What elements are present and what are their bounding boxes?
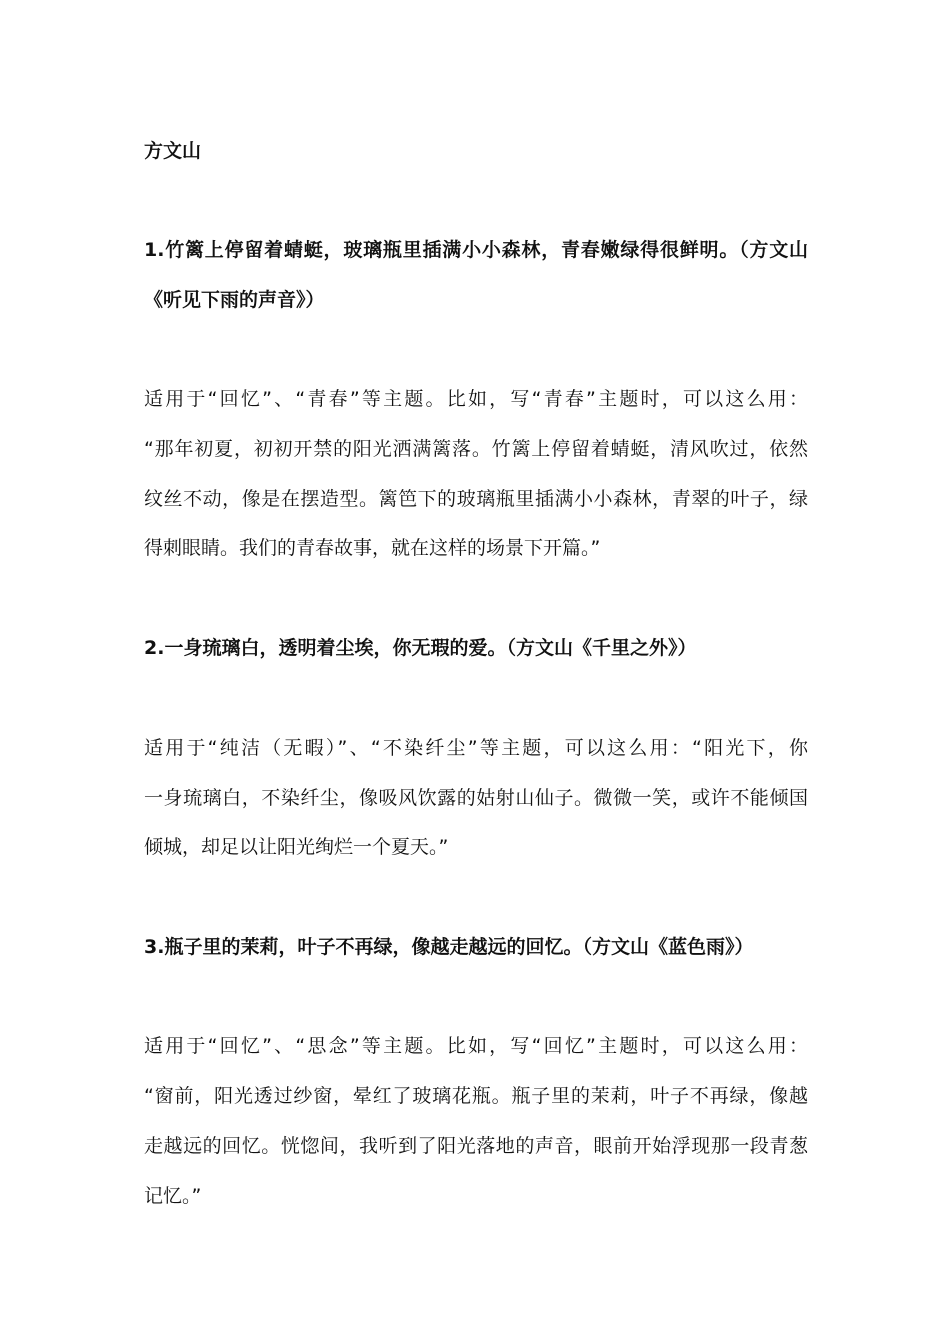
usage-1-line-4: 得刺眼睛。我们的青春故事，就在这样的场景下开篇。” xyxy=(144,537,601,559)
quote-2-line-1: 2.一身琉璃白，透明着尘埃，你无瑕的爱。（方文山《千里之外》） xyxy=(144,637,697,659)
usage-2-line-2: 一身琉璃白，不染纤尘，像吸风饮露的姑射山仙子。微微一笑，或许不能倾国 xyxy=(144,787,808,809)
usage-2-line-3: 倾城，却足以让阳光绚烂一个夏天。” xyxy=(144,836,449,858)
usage-2-line-1: 适用于“纯洁（无暇）”、“不染纤尘”等主题，可以这么用：“阳光下，你 xyxy=(144,737,808,759)
usage-3-line-1: 适用于“回忆”、“思念”等主题。比如，写“回忆”主题时，可以这么用： xyxy=(144,1035,808,1057)
usage-1-line-2: “那年初夏，初初开禁的阳光洒满篱落。竹篱上停留着蜻蜓，清风吹过，依然 xyxy=(144,438,808,460)
quote-1-line-2: 《听见下雨的声音》） xyxy=(144,289,325,311)
usage-1-line-3: 纹丝不动，像是在摆造型。篱笆下的玻璃瓶里插满小小森林，青翠的叶子，绿 xyxy=(144,488,808,510)
author-heading: 方文山 xyxy=(144,140,202,162)
usage-3-line-3: 走越远的回忆。恍惚间，我听到了阳光落地的声音，眼前开始浮现那一段青葱 xyxy=(144,1135,808,1157)
usage-1-line-1: 适用于“回忆”、“青春”等主题。比如，写“青春”主题时，可以这么用： xyxy=(144,388,808,410)
usage-3-line-4: 记忆。” xyxy=(144,1185,202,1207)
usage-3-line-2: “窗前，阳光透过纱窗，晕红了玻璃花瓶。瓶子里的茉莉，叶子不再绿，像越 xyxy=(144,1085,808,1107)
quote-3-line-1: 3.瓶子里的茉莉，叶子不再绿，像越走越远的回忆。（方文山《蓝色雨》） xyxy=(144,936,754,958)
quote-1-line-1: 1.竹篱上停留着蜻蜓，玻璃瓶里插满小小森林，青春嫩绿得很鲜明。（方文山 xyxy=(144,239,808,261)
